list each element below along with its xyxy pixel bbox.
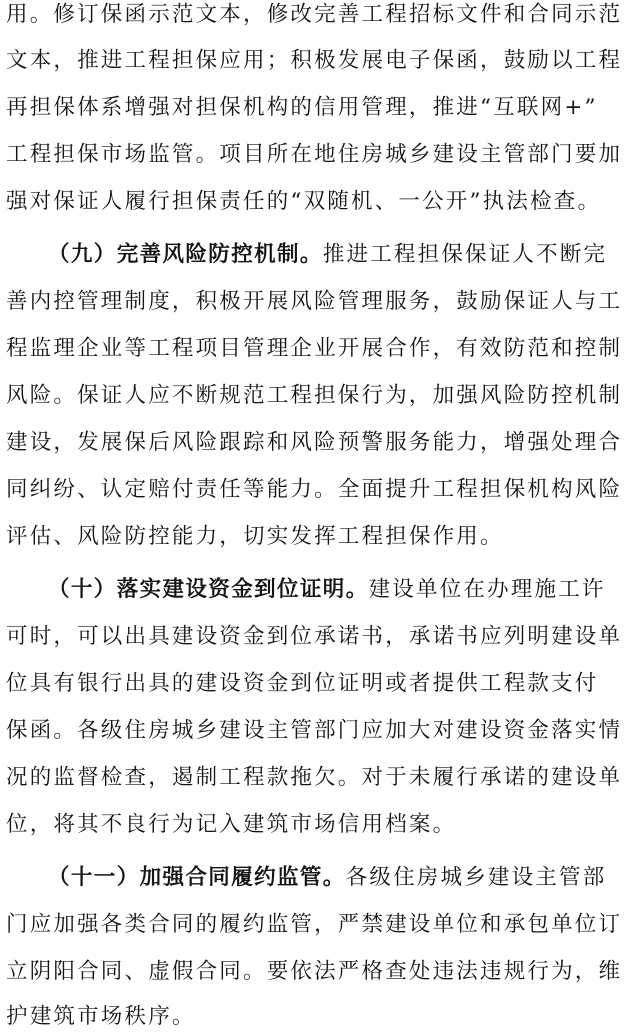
body-text-line: 可时，可以出具建设资金到位承诺书，承诺书应列明建设单	[6, 624, 623, 649]
body-text-line: 评估、风险防控能力，切实发挥工程担保作用。	[6, 524, 504, 549]
body-text-line: 风险。保证人应不断规范工程担保行为，加强风险防控机制	[6, 383, 623, 408]
body-text: 推进工程担保保证人不断完	[322, 242, 608, 267]
body-text-line: 护建筑市场秩序。	[6, 1004, 196, 1029]
body-text-line: 门应加强各类合同的履约监管，严禁建设单位和承包单位订	[6, 912, 623, 937]
section-line	[48, 575, 606, 605]
body-text-line: 同纠纷、认定赔付责任等能力。全面提升工程担保机构风险	[6, 477, 623, 502]
section-line	[48, 240, 607, 270]
body-text-line: 程监理企业等工程项目管理企业开展合作，有效防范和控制	[6, 336, 623, 361]
body-text-line: 强对保证人履行担保责任的“双随机、一公开”执法检查。	[6, 189, 602, 214]
section-heading: （十）落实建设资金到位证明。	[48, 577, 369, 602]
body-text-line: 善内控管理制度，积极开展风险管理服务，鼓励保证人与工	[6, 289, 623, 314]
body-text-line: 位，将其不良行为记入建筑市场信用档案。	[6, 812, 457, 837]
body-text-line: 文本，推进工程担保应用；积极发展电子保函，鼓励以工程	[6, 48, 623, 73]
body-text: 建设单位在办理施工许	[368, 577, 606, 602]
body-text-line: 工程担保市场监管。项目所在地住房城乡建设主管部门要加	[6, 142, 623, 167]
body-text-line: 立阴阳合同、虚假合同。要依法严格查处违法违规行为，维	[6, 959, 623, 984]
section-heading: （十一）加强合同履约监管。	[48, 865, 346, 890]
body-text: 各级住房城乡建设主管部	[345, 865, 607, 890]
body-text-line: 建设，发展保后风险跟踪和风险预警服务能力，增强处理合	[6, 430, 623, 455]
body-text-line: 保函。各级住房城乡建设主管部门应加大对建设资金落实情	[6, 718, 623, 743]
body-text-line: 况的监督检查，遏制工程款拖欠。对于未履行承诺的建设单	[6, 765, 623, 790]
section-line	[48, 863, 606, 893]
body-text-line: 再担保体系增强对担保机构的信用管理，推进“互联网+”	[6, 95, 598, 120]
body-text-line: 位具有银行出具的建设资金到位证明或者提供工程款支付	[6, 671, 599, 696]
section-heading: （九）完善风险防控机制。	[48, 242, 323, 267]
body-text-line: 用。修订保函示范文本，修改完善工程招标文件和合同示范	[6, 2, 623, 27]
